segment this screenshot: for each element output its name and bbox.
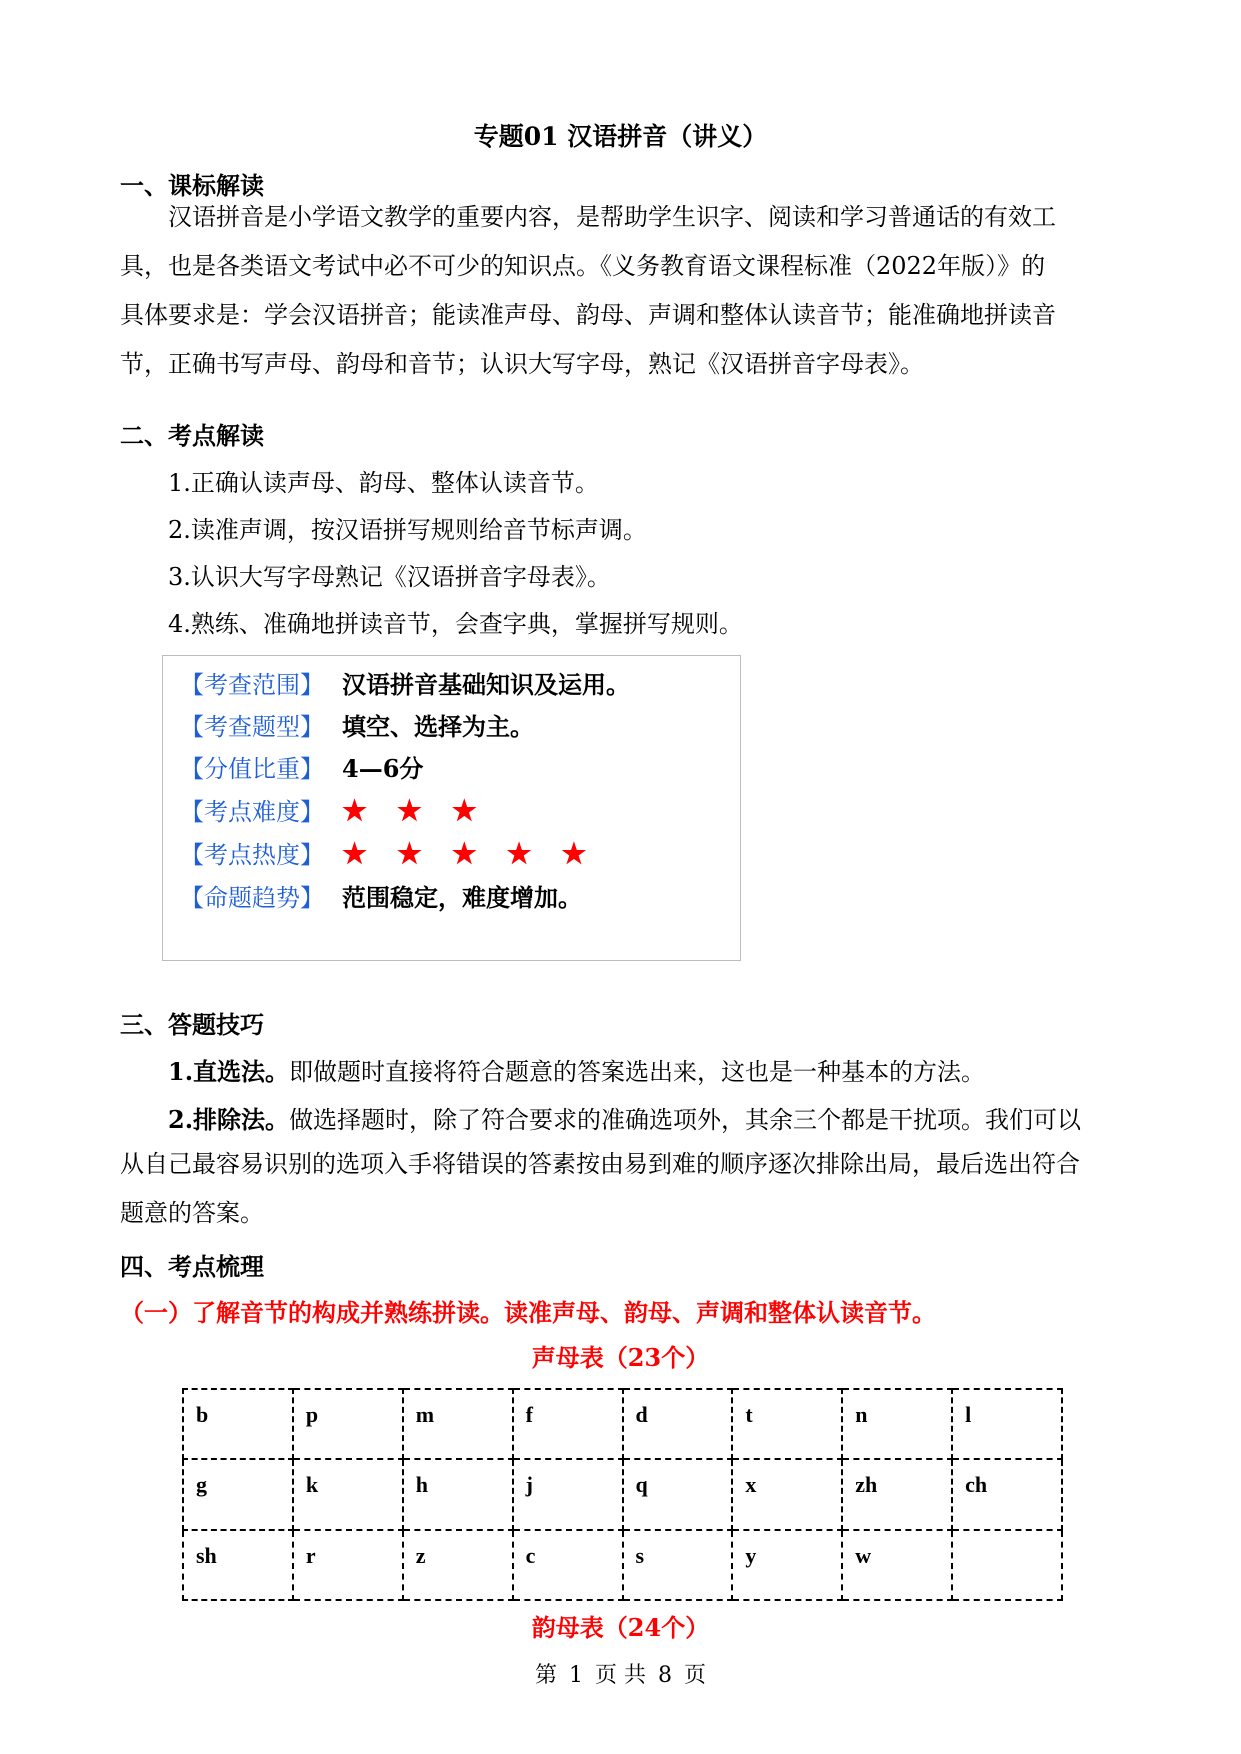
section-1-paragraph (120, 193, 1130, 389)
table-cell: k (293, 1459, 403, 1529)
table-cell: ch (952, 1459, 1062, 1529)
info-row-trend (180, 878, 582, 913)
table-cell: y (732, 1530, 842, 1600)
page-footer (0, 1658, 1241, 1689)
table-cell: zh (842, 1459, 952, 1529)
tip-elimination-line2: 从自己最容易识别的选项入手将错误的答素按由易到难的顺序逐次排除出局，最后选出符合 (120, 1150, 1080, 1178)
info-label: 【考点难度】 (180, 798, 324, 826)
tip-text: 即做题时直接将符合题意的答案选出来，这也是一种基本的方法。 (289, 1058, 986, 1086)
table-cell: n (842, 1389, 952, 1459)
finals-table-caption: 韵母表（24个） (531, 1613, 710, 1642)
point-item: 4.熟练、准确地拼读音节，会查字典，掌握拼写规则。 (168, 610, 743, 638)
info-row-score (180, 749, 423, 784)
tip-elimination (168, 1100, 1081, 1135)
info-value: 4—6分 (342, 754, 424, 783)
table-row (183, 1530, 1062, 1600)
table-cell: g (183, 1459, 293, 1529)
section-heading-4: 四、考点梳理 (120, 1252, 264, 1281)
table-cell: w (842, 1530, 952, 1600)
table-cell: x (732, 1459, 842, 1529)
table-cell: j (513, 1459, 623, 1529)
info-value: 填空、选择为主。 (342, 712, 534, 741)
paragraph-line: 具体要求是：学会汉语拼音；能读准声母、韵母、声调和整体认读音节；能准确地拼读音 (120, 301, 1056, 329)
table-cell: h (403, 1459, 513, 1529)
footer-page-number: 1 (569, 1663, 583, 1688)
table-cell: m (403, 1389, 513, 1459)
info-value: 汉语拼音基础知识及运用。 (342, 670, 630, 699)
footer-total-pages: 8 (658, 1663, 672, 1688)
section-heading-3: 三、答题技巧 (120, 1010, 264, 1039)
paragraph-line: 汉语拼音是小学语文教学的重要内容，是帮助学生识字、阅读和学习普通话的有效工 (168, 203, 1056, 231)
info-label: 【命题趋势】 (180, 884, 324, 912)
info-label: 【考查题型】 (180, 713, 324, 741)
footer-suffix: 页 (684, 1663, 707, 1688)
table-row (183, 1389, 1062, 1459)
table-cell: d (623, 1389, 733, 1459)
info-row-popularity (180, 835, 597, 870)
table-cell: c (513, 1530, 623, 1600)
info-value: 范围稳定，难度增加。 (342, 883, 582, 912)
info-row-type (180, 707, 534, 742)
info-label: 【考查范围】 (180, 671, 324, 699)
table-cell: b (183, 1389, 293, 1459)
initials-table (182, 1388, 1063, 1601)
tip-text: 做选择题时，除了符合要求的准确选项外，其余三个都是干扰项。我们可以 (289, 1106, 1082, 1134)
tip-label: 2.排除法。 (168, 1105, 290, 1134)
point-item: 2.读准声调，按汉语拼写规则给音节标声调。 (168, 516, 647, 544)
table-cell (952, 1530, 1062, 1600)
table-cell: z (403, 1530, 513, 1600)
tip-label: 1.直选法。 (168, 1057, 290, 1086)
table-cell: p (293, 1389, 403, 1459)
popularity-stars: ★ ★ ★ ★ ★ (342, 837, 597, 870)
section-heading-2: 二、考点解读 (120, 421, 264, 450)
table-cell: t (732, 1389, 842, 1459)
point-item: 3.认识大写字母熟记《汉语拼音字母表》。 (168, 563, 611, 591)
table-cell: q (623, 1459, 733, 1529)
difficulty-stars: ★ ★ ★ (342, 794, 487, 827)
table-cell: l (952, 1389, 1062, 1459)
table-cell: s (623, 1530, 733, 1600)
table-cell: f (513, 1389, 623, 1459)
table-cell: sh (183, 1530, 293, 1600)
tip-elimination-line3: 题意的答案。 (120, 1199, 264, 1227)
tip-direct-choice (168, 1052, 985, 1087)
section-heading-1: 一、课标解读 (120, 171, 264, 200)
table-row (183, 1459, 1062, 1529)
footer-prefix: 第 (534, 1663, 557, 1688)
document-title: 专题01 汉语拼音（讲义） (473, 122, 768, 151)
info-label: 【考点热度】 (180, 841, 324, 869)
info-row-scope (180, 665, 630, 700)
initials-table-caption: 声母表（23个） (531, 1343, 710, 1372)
paragraph-line: 具，也是各类语文考试中必不可少的知识点。《义务教育语文课程标准（2022年版）》的 (120, 252, 1046, 280)
footer-middle: 页 共 (595, 1663, 646, 1688)
point-item: 1.正确认读声母、韵母、整体认读音节。 (168, 469, 599, 497)
info-label: 【分值比重】 (180, 755, 324, 783)
section-4-subheading: （一）了解音节的构成并熟练拼读。读准声母、韵母、声调和整体认读音节。 (120, 1298, 936, 1327)
table-cell: r (293, 1530, 403, 1600)
paragraph-line: 节，正确书写声母、韵母和音节；认识大写字母，熟记《汉语拼音字母表》。 (120, 350, 924, 378)
info-row-difficulty (180, 792, 487, 827)
